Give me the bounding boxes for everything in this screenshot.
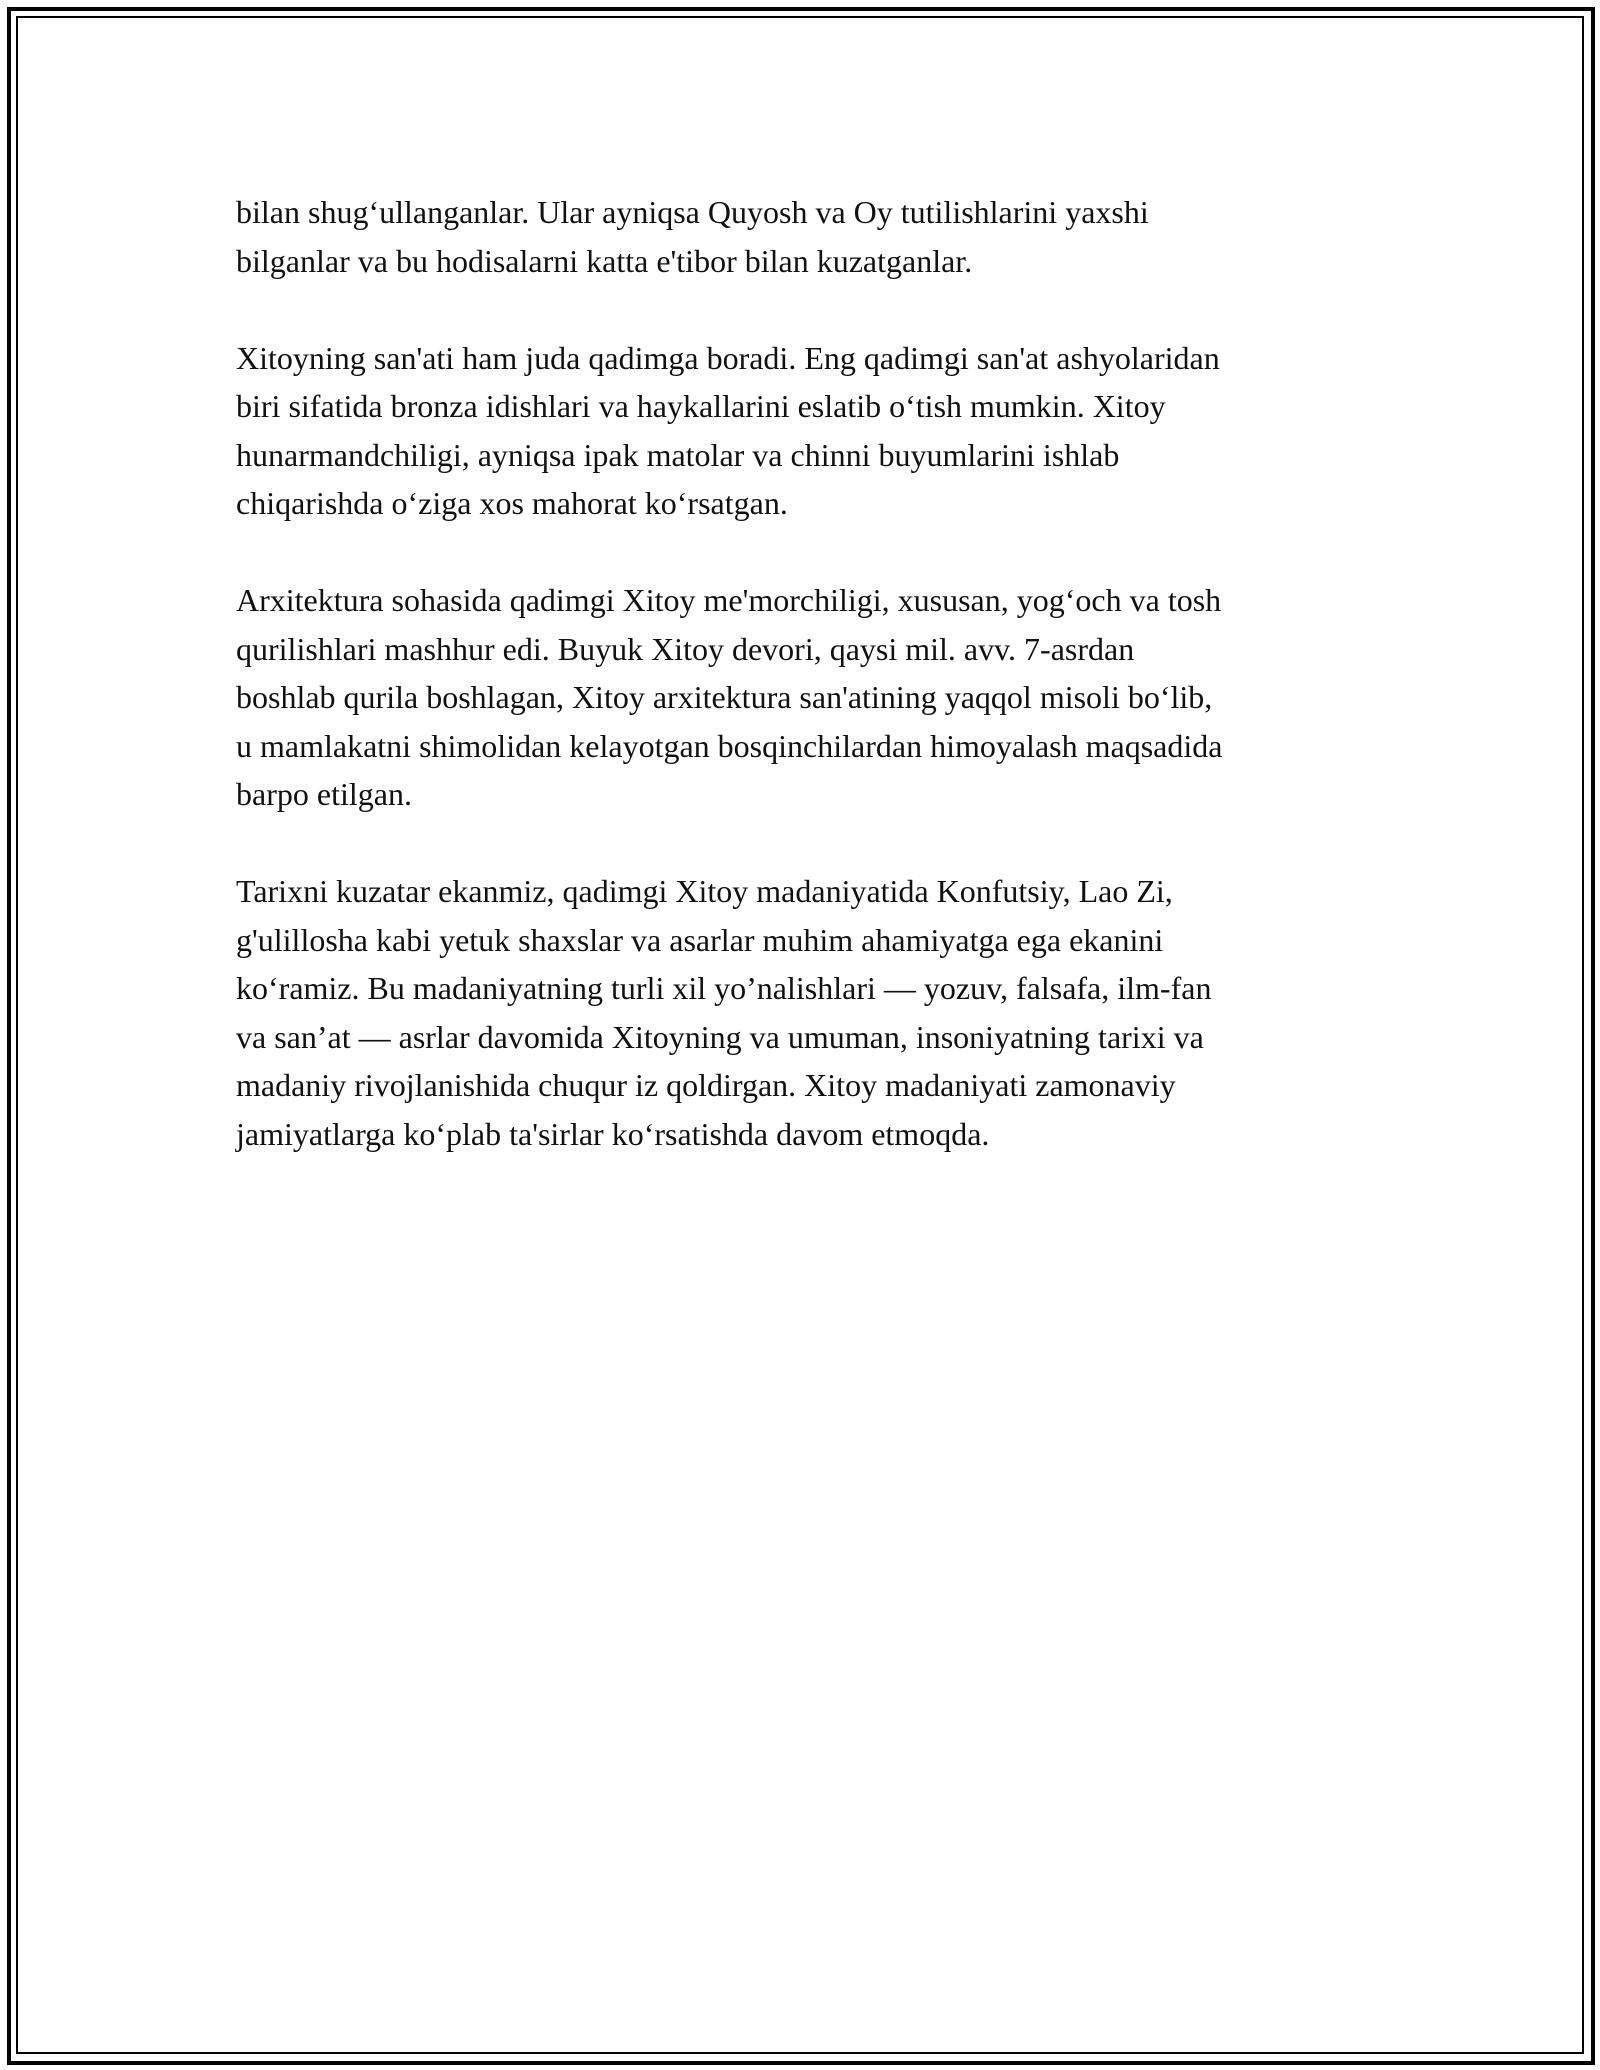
paragraph-1: bilan shug‘ullanganlar. Ular ayniqsa Quyosh va Oy tutilishlarini yaxshi bilganlar va bu hodisalarni katta e'tibor bilan kuzatganlar. — [236, 194, 1149, 279]
paragraph-4: Tarixni kuzatar ekanmiz, qadimgi Xitoy madaniyatida Konfutsiy, Lao Zi, g'ulillosha kabi yetuk shaxslar va asarlar muhim ahamiyatga ega ekanini ko‘ramiz. Bu madaniyatning turli xil yo’nalishlari — yozuv, falsafa, ilm-fan va san’at — asrlar davomida Xitoyning va umuman, insoniyatning tarixi va madaniy rivojlanishida chuqur iz qoldirgan. Xitoy madaniyati zamonaviy jamiyatlarga ko‘plab ta'sirlar ko‘rsatishda davom etmoqda. — [236, 873, 1212, 1152]
paragraph-3: Arxitektura sohasida qadimgi Xitoy me'morchiligi, xususan, yog‘och va tosh qurilishlari mashhur edi. Buyuk Xitoy devori, qaysi mil. avv. 7-asrdan boshlab qurila boshlagan, Xitoy arxitektura san'atining yaqqol misoli bo‘lib, u mamlakatni shimolidan kelayotgan bosqinchilardan himoyalash maqsadida barpo etilgan. — [236, 582, 1223, 812]
paragraph-2: Xitoyning san'ati ham juda qadimga boradi. Eng qadimgi san'at ashyolaridan biri sifatida bronza idishlari va haykallarini eslatib o‘tish mumkin. Xitoy hunarmandchiligi, ayniqsa ipak matolar va chinni buyumlarini ishlab chiqarishda o‘ziga xos mahorat ko‘rsatgan. — [236, 339, 1220, 521]
document-body — [236, 188, 1386, 1207]
